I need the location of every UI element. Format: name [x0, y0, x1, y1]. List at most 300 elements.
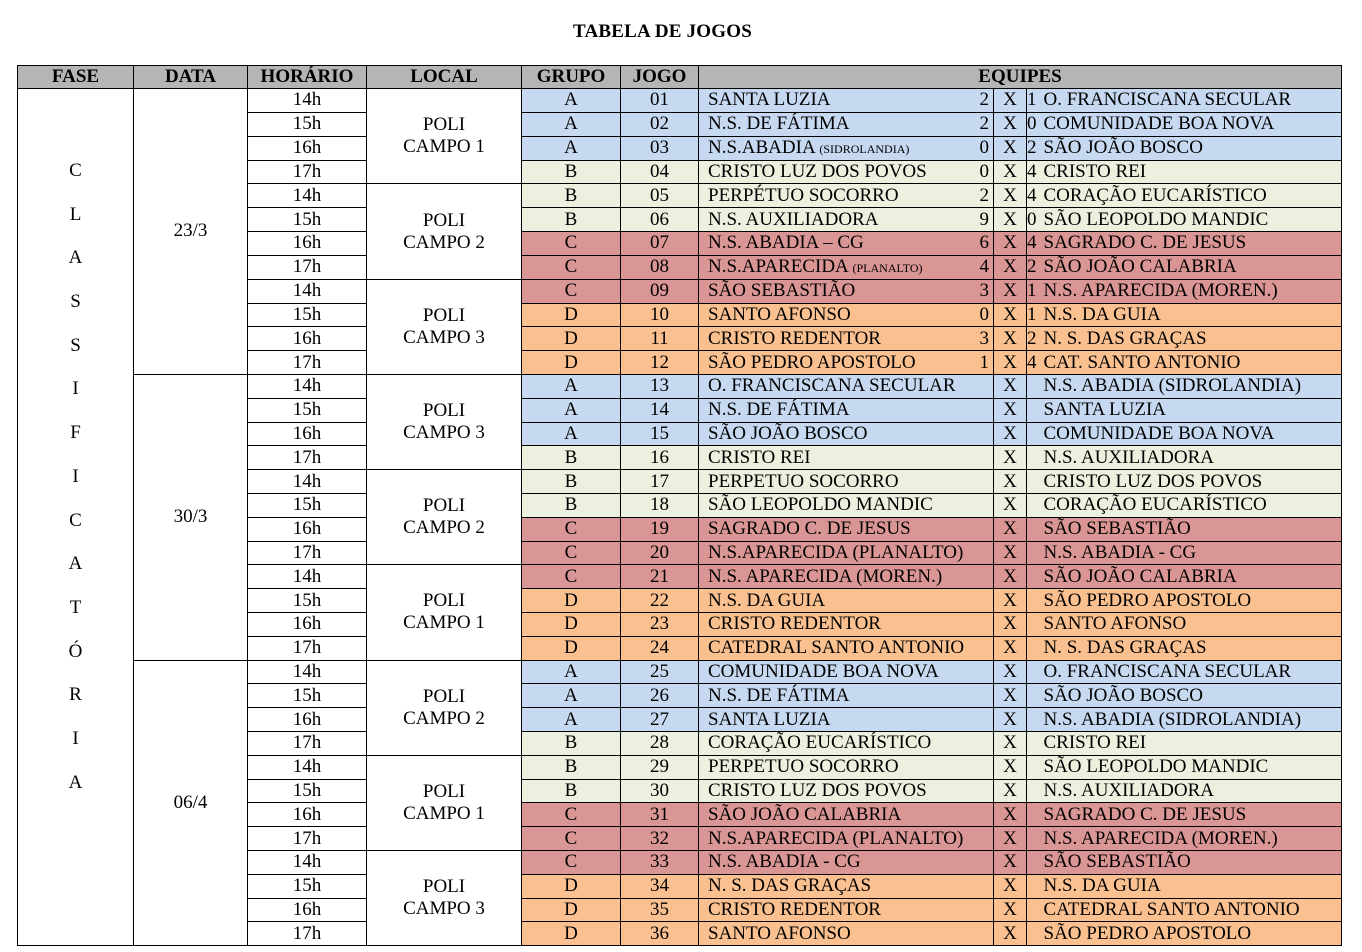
team2-cell: SÃO JOÃO CALABRIA	[1039, 565, 1342, 589]
team1-cell	[699, 89, 970, 113]
time-cell: 16h	[248, 422, 367, 446]
game-number-cell: 18	[621, 493, 699, 517]
group-cell: C	[522, 517, 621, 541]
group-cell: B	[522, 493, 621, 517]
time-cell: 17h	[248, 636, 367, 660]
group-cell: C	[522, 231, 621, 255]
group-cell: D	[522, 327, 621, 351]
game-row	[18, 89, 1342, 113]
team1-cell	[699, 303, 970, 327]
group-cell: D	[522, 303, 621, 327]
time-cell: 16h	[248, 327, 367, 351]
game-number-cell: 32	[621, 827, 699, 851]
team1-name: SÃO PEDRO APOSTOLO	[708, 351, 916, 373]
score2-cell	[1027, 922, 1039, 946]
team2-cell: SÃO SEBASTIÃO	[1039, 517, 1342, 541]
team1-cell	[699, 708, 970, 732]
group-cell: C	[522, 541, 621, 565]
game-number-cell: 08	[621, 255, 699, 279]
team2-cell: N. S. DAS GRAÇAS	[1039, 327, 1342, 351]
team1-cell	[699, 850, 970, 874]
versus-cell: X	[994, 589, 1027, 613]
score1-cell: 3	[970, 327, 994, 351]
time-cell: 16h	[248, 136, 367, 160]
team1-cell	[699, 803, 970, 827]
team2-cell: SÃO PEDRO APOSTOLO	[1039, 922, 1342, 946]
team2-cell: CORAÇÃO EUCARÍSTICO	[1039, 184, 1342, 208]
versus-cell: X	[994, 898, 1027, 922]
versus-cell: X	[994, 827, 1027, 851]
time-cell: 14h	[248, 470, 367, 494]
team1-name: PERPETUO SOCORRO	[708, 756, 899, 778]
team2-cell: N.S. APARECIDA (MOREN.)	[1039, 279, 1342, 303]
fase-letter: Ó	[68, 640, 83, 662]
score1-cell	[970, 827, 994, 851]
page-title: TABELA DE JOGOS	[573, 21, 752, 42]
group-cell: B	[522, 731, 621, 755]
versus-cell: X	[994, 541, 1027, 565]
time-cell: 15h	[248, 493, 367, 517]
score1-cell: 2	[970, 184, 994, 208]
team2-cell: CATEDRAL SANTO ANTONIO	[1039, 898, 1342, 922]
score2-cell: 2	[1027, 327, 1037, 349]
versus-cell: X	[994, 160, 1027, 184]
team1-name: N.S.ABADIA	[708, 136, 820, 158]
team2-cell: SÃO LEOPOLDO MANDIC	[1039, 755, 1342, 779]
versus-cell: X	[994, 327, 1027, 351]
time-cell: 17h	[248, 541, 367, 565]
time-cell: 14h	[248, 660, 367, 684]
team1-name: N.S. APARECIDA (MOREN.)	[708, 565, 943, 587]
versus-cell: X	[994, 112, 1027, 136]
game-number-cell: 01	[621, 89, 699, 113]
team1-name: CATEDRAL SANTO ANTONIO	[708, 637, 965, 659]
versus-cell: X	[994, 565, 1027, 589]
group-cell: C	[522, 850, 621, 874]
time-cell: 17h	[248, 351, 367, 375]
versus-cell: X	[994, 850, 1027, 874]
game-number-cell: 10	[621, 303, 699, 327]
fase-letter: L	[69, 203, 82, 225]
time-cell: 14h	[248, 89, 367, 113]
fase-letter: A	[68, 553, 83, 575]
fase-letter: S	[70, 334, 81, 356]
score1-cell	[970, 731, 994, 755]
local-line-1: POLI	[422, 876, 466, 897]
team1-cell	[699, 374, 970, 398]
local-line-1: POLI	[422, 780, 466, 802]
score1-cell	[970, 493, 994, 517]
score1-cell	[970, 374, 994, 398]
game-number-cell: 31	[621, 803, 699, 827]
versus-cell: X	[994, 803, 1027, 827]
score1-cell	[970, 541, 994, 565]
team2-cell: N.S. ABADIA (SIDROLANDIA)	[1039, 374, 1342, 398]
time-cell: 15h	[248, 684, 367, 708]
game-row	[18, 374, 1342, 398]
score1-cell	[970, 446, 994, 470]
header-jogo: JOGO	[621, 66, 699, 89]
game-number-cell: 03	[621, 136, 699, 160]
team2-cell: N.S. APARECIDA (MOREN.)	[1039, 827, 1342, 851]
team2-cell: CRISTO REI	[1039, 731, 1342, 755]
team2-cell: SÃO SEBASTIÃO	[1039, 850, 1342, 874]
score1-cell	[970, 636, 994, 660]
group-cell: D	[522, 612, 621, 636]
team1-name: SANTO AFONSO	[708, 922, 851, 944]
team2-cell: SANTO AFONSO	[1039, 612, 1342, 636]
team1-name: N.S. DE FÁTIMA	[708, 684, 850, 706]
team1-note: (SIDROLANDIA)	[819, 141, 910, 156]
game-number-cell: 36	[621, 922, 699, 946]
local-cell	[367, 850, 522, 945]
game-number-cell: 20	[621, 541, 699, 565]
fase-letter: A	[68, 771, 83, 793]
score2-cell	[1027, 589, 1039, 613]
score1-cell: 9	[970, 208, 994, 232]
group-cell: B	[522, 470, 621, 494]
score2-cell: 0	[1027, 208, 1037, 230]
local-cell	[367, 374, 522, 469]
game-number-cell: 23	[621, 612, 699, 636]
fase-letter: A	[68, 247, 83, 269]
versus-cell: X	[994, 660, 1027, 684]
team2-cell: SAGRADO C. DE JESUS	[1039, 231, 1342, 255]
score1-cell: 3	[970, 279, 994, 303]
team1-cell	[699, 660, 970, 684]
local-cell	[367, 755, 522, 850]
versus-cell: X	[994, 231, 1027, 255]
group-cell: D	[522, 922, 621, 946]
versus-cell: X	[994, 755, 1027, 779]
team1-name: N.S. ABADIA – CG	[708, 232, 864, 254]
group-cell: D	[522, 636, 621, 660]
game-number-cell: 26	[621, 684, 699, 708]
time-cell: 16h	[248, 612, 367, 636]
team1-cell	[699, 351, 970, 375]
score1-cell	[970, 898, 994, 922]
team1-name: N.S. ABADIA - CG	[708, 851, 861, 873]
score1-cell	[970, 422, 994, 446]
time-cell: 17h	[248, 731, 367, 755]
score2-cell	[1027, 660, 1039, 684]
versus-cell: X	[994, 255, 1027, 279]
team1-name: SÃO JOÃO CALABRIA	[708, 803, 902, 825]
local-line-1: POLI	[422, 304, 466, 326]
group-cell: A	[522, 89, 621, 113]
score2-cell: 4	[1027, 232, 1037, 254]
local-line-2: CAMPO 2	[403, 707, 485, 729]
header-local: LOCAL	[367, 66, 522, 89]
date-cell: 30/3	[134, 374, 248, 660]
team1-name: N.S.APARECIDA (PLANALTO)	[708, 827, 964, 849]
group-cell: A	[522, 112, 621, 136]
score1-cell	[970, 684, 994, 708]
team1-cell	[699, 922, 970, 946]
time-cell: 15h	[248, 874, 367, 898]
game-number-cell: 04	[621, 160, 699, 184]
versus-cell: X	[994, 279, 1027, 303]
local-line-2: CAMPO 2	[403, 231, 485, 253]
score2-cell	[1027, 446, 1039, 470]
team1-cell	[699, 755, 970, 779]
team2-cell: N.S. ABADIA (SIDROLANDIA)	[1039, 708, 1342, 732]
group-cell: D	[522, 898, 621, 922]
score2-cell	[1027, 636, 1039, 660]
game-number-cell: 35	[621, 898, 699, 922]
versus-cell: X	[994, 208, 1027, 232]
team2-cell: N.S. ABADIA - CG	[1039, 541, 1342, 565]
team1-name: SAGRADO C. DE JESUS	[708, 518, 911, 540]
team2-cell: COMUNIDADE BOA NOVA	[1039, 422, 1342, 446]
local-line-2: CAMPO 3	[403, 898, 485, 919]
versus-cell: X	[994, 89, 1027, 113]
score1-cell	[970, 517, 994, 541]
team2-cell: CRISTO REI	[1039, 160, 1342, 184]
date-cell: 06/4	[134, 660, 248, 946]
team1-cell	[699, 279, 970, 303]
game-number-cell: 33	[621, 850, 699, 874]
team1-cell	[699, 517, 970, 541]
group-cell: B	[522, 208, 621, 232]
group-cell: A	[522, 684, 621, 708]
team2-cell: N.S. DA GUIA	[1039, 874, 1342, 898]
score2-cell: 0	[1027, 113, 1037, 135]
versus-cell: X	[994, 446, 1027, 470]
score2-cell	[1027, 850, 1039, 874]
header-equipes: EQUIPES	[699, 66, 1342, 89]
game-number-cell: 11	[621, 327, 699, 351]
group-cell: B	[522, 779, 621, 803]
versus-cell: X	[994, 398, 1027, 422]
time-cell: 15h	[248, 398, 367, 422]
time-cell: 17h	[248, 446, 367, 470]
game-number-cell: 30	[621, 779, 699, 803]
score2-cell: 1	[1027, 280, 1037, 302]
team2-cell: SÃO JOÃO CALABRIA	[1039, 255, 1342, 279]
team1-cell	[699, 565, 970, 589]
local-line-2: CAMPO 1	[403, 136, 485, 158]
group-cell: C	[522, 255, 621, 279]
game-number-cell: 02	[621, 112, 699, 136]
team1-name: N.S. DE FÁTIMA	[708, 399, 850, 421]
team1-cell	[699, 541, 970, 565]
team1-cell	[699, 493, 970, 517]
versus-cell: X	[994, 422, 1027, 446]
time-cell: 16h	[248, 517, 367, 541]
games-body	[18, 89, 1342, 946]
team1-cell	[699, 136, 970, 160]
team1-cell	[699, 612, 970, 636]
group-cell: D	[522, 874, 621, 898]
time-cell: 14h	[248, 850, 367, 874]
score2-cell	[1027, 755, 1039, 779]
score2-cell	[1027, 565, 1039, 589]
team1-name: CRISTO REI	[708, 446, 811, 468]
score2-cell	[1027, 612, 1039, 636]
team1-cell	[699, 446, 970, 470]
time-cell: 14h	[248, 279, 367, 303]
team2-cell: COMUNIDADE BOA NOVA	[1039, 112, 1342, 136]
time-cell: 16h	[248, 231, 367, 255]
versus-cell: X	[994, 493, 1027, 517]
local-line-1: POLI	[422, 114, 466, 136]
game-number-cell: 09	[621, 279, 699, 303]
group-cell: C	[522, 565, 621, 589]
score2-cell: 4	[1027, 160, 1037, 182]
versus-cell: X	[994, 136, 1027, 160]
team1-name: N.S. DA GUIA	[708, 589, 826, 611]
score2-cell	[1027, 541, 1039, 565]
versus-cell: X	[994, 684, 1027, 708]
game-number-cell: 21	[621, 565, 699, 589]
game-row	[18, 660, 1342, 684]
score2-cell: 4	[1027, 184, 1037, 206]
game-number-cell: 25	[621, 660, 699, 684]
versus-cell: X	[994, 374, 1027, 398]
team2-cell: N.S. DA GUIA	[1039, 303, 1342, 327]
score2-cell	[1027, 398, 1039, 422]
team1-cell	[699, 398, 970, 422]
team2-cell: SÃO JOÃO BOSCO	[1039, 684, 1342, 708]
local-cell	[367, 279, 522, 374]
game-number-cell: 07	[621, 231, 699, 255]
team1-name: SANTO AFONSO	[708, 303, 851, 325]
team1-name: SANTA LUZIA	[708, 89, 831, 111]
score1-cell	[970, 470, 994, 494]
team2-cell: N.S. AUXILIADORA	[1039, 779, 1342, 803]
versus-cell: X	[994, 184, 1027, 208]
game-number-cell: 24	[621, 636, 699, 660]
time-cell: 15h	[248, 589, 367, 613]
header-data: DATA	[134, 66, 248, 89]
team1-name: CRISTO LUZ DOS POVOS	[708, 160, 927, 182]
time-cell: 15h	[248, 779, 367, 803]
score1-cell: 6	[970, 231, 994, 255]
group-cell: A	[522, 136, 621, 160]
group-cell: B	[522, 446, 621, 470]
time-cell: 15h	[248, 208, 367, 232]
score2-cell: 2	[1027, 256, 1037, 278]
local-line-1: POLI	[422, 209, 466, 231]
group-cell: D	[522, 589, 621, 613]
games-table	[17, 65, 1342, 946]
team1-name: N.S.APARECIDA (PLANALTO)	[708, 541, 964, 563]
versus-cell: X	[994, 303, 1027, 327]
score2-cell	[1027, 374, 1039, 398]
score2-cell	[1027, 731, 1039, 755]
header-row	[18, 66, 1342, 89]
team2-cell: SAGRADO C. DE JESUS	[1039, 803, 1342, 827]
time-cell: 14h	[248, 184, 367, 208]
score2-cell	[1027, 827, 1039, 851]
time-cell: 16h	[248, 708, 367, 732]
score1-cell	[970, 398, 994, 422]
fase-letter: F	[70, 422, 81, 444]
team1-cell	[699, 255, 970, 279]
team1-cell	[699, 827, 970, 851]
fase-letter: I	[72, 378, 79, 400]
team1-cell	[699, 684, 970, 708]
fase-letter: T	[69, 596, 82, 618]
score2-cell	[1027, 517, 1039, 541]
versus-cell: X	[994, 874, 1027, 898]
local-line-2: CAMPO 2	[403, 517, 485, 539]
score1-cell	[970, 850, 994, 874]
team1-name: SÃO LEOPOLDO MANDIC	[708, 494, 933, 516]
team2-cell: SÃO PEDRO APOSTOLO	[1039, 589, 1342, 613]
local-line-1: POLI	[422, 590, 466, 612]
team1-cell	[699, 327, 970, 351]
score1-cell	[970, 922, 994, 946]
team1-cell	[699, 160, 970, 184]
versus-cell: X	[994, 470, 1027, 494]
team1-cell	[699, 779, 970, 803]
versus-cell: X	[994, 708, 1027, 732]
score2-cell	[1027, 874, 1039, 898]
score2-cell	[1027, 422, 1039, 446]
team1-name: PERPÉTUO SOCORRO	[708, 184, 899, 206]
score1-cell	[970, 803, 994, 827]
team1-cell	[699, 231, 970, 255]
group-cell: A	[522, 398, 621, 422]
team2-cell: CRISTO LUZ DOS POVOS	[1039, 470, 1342, 494]
time-cell: 14h	[248, 374, 367, 398]
local-cell	[367, 470, 522, 565]
versus-cell: X	[994, 351, 1027, 375]
score1-cell: 0	[970, 136, 994, 160]
score1-cell: 0	[970, 303, 994, 327]
team1-cell	[699, 589, 970, 613]
versus-cell: X	[994, 636, 1027, 660]
team1-cell	[699, 422, 970, 446]
game-number-cell: 34	[621, 874, 699, 898]
team1-cell	[699, 898, 970, 922]
score2-cell	[1027, 684, 1039, 708]
time-cell: 14h	[248, 755, 367, 779]
time-cell: 16h	[248, 898, 367, 922]
score2-cell: 2	[1027, 137, 1037, 159]
fase-letter: R	[69, 684, 82, 706]
group-cell: A	[522, 374, 621, 398]
time-cell: 17h	[248, 255, 367, 279]
fase-cell	[18, 89, 134, 946]
team1-cell	[699, 112, 970, 136]
time-cell: 15h	[248, 112, 367, 136]
team2-cell: N.S. AUXILIADORA	[1039, 446, 1342, 470]
group-cell: C	[522, 803, 621, 827]
team1-name: COMUNIDADE BOA NOVA	[708, 660, 939, 682]
versus-cell: X	[994, 612, 1027, 636]
score2-cell	[1027, 470, 1039, 494]
team1-cell	[699, 470, 970, 494]
team2-cell: CAT. SANTO ANTONIO	[1039, 351, 1342, 375]
group-cell: B	[522, 755, 621, 779]
game-number-cell: 15	[621, 422, 699, 446]
group-cell: C	[522, 827, 621, 851]
score1-cell	[970, 612, 994, 636]
game-number-cell: 28	[621, 731, 699, 755]
score1-cell	[970, 708, 994, 732]
team1-cell	[699, 874, 970, 898]
score2-cell	[1027, 708, 1039, 732]
score2-cell: 4	[1027, 351, 1037, 373]
game-number-cell: 16	[621, 446, 699, 470]
local-cell	[367, 89, 522, 184]
time-cell: 17h	[248, 922, 367, 946]
local-line-2: CAMPO 3	[403, 422, 485, 444]
fase-letter: C	[69, 160, 82, 181]
